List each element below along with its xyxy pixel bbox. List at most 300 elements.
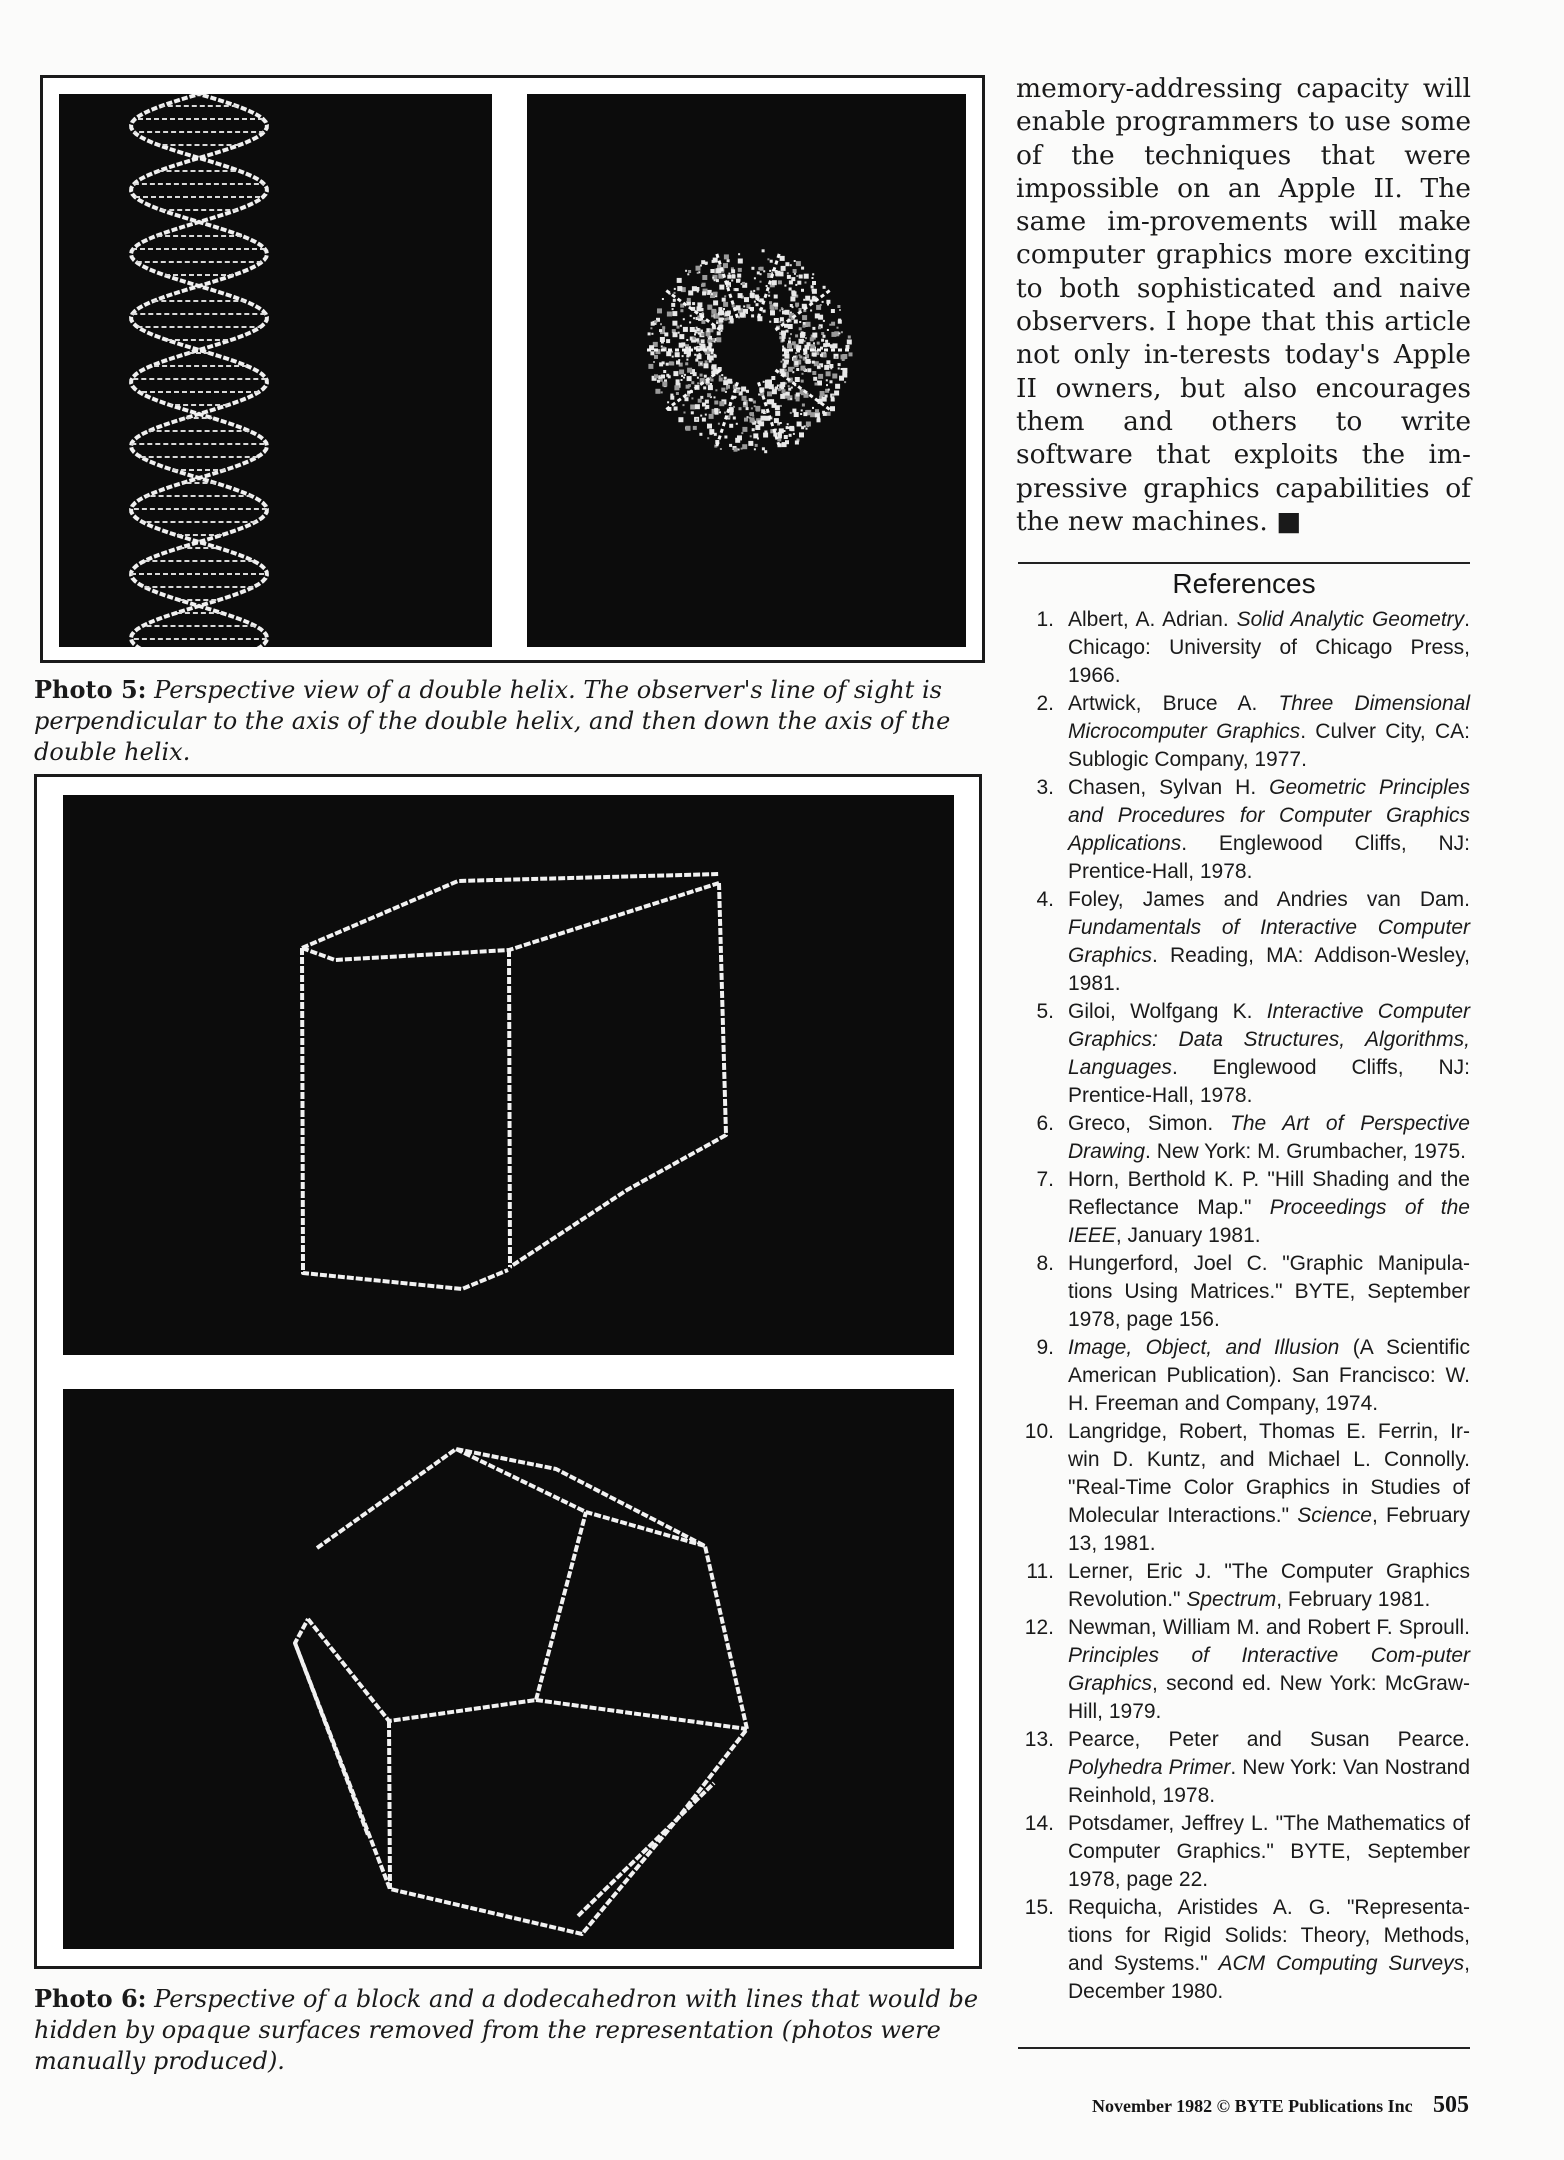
reference-post: . Reading, MA: Addison-Wesley, 1981. <box>1068 944 1470 995</box>
axial-dot <box>782 389 786 393</box>
axial-dot <box>666 339 670 343</box>
axial-dot <box>729 424 733 428</box>
reference-pre: Requicha, Aristides A. G. "Representa-tions for Rigid Solids: Theory, Methods, and Systems." <box>1068 1896 1470 1975</box>
axial-dot <box>790 312 792 314</box>
axial-dot <box>727 275 731 279</box>
axial-dot <box>800 413 802 415</box>
axial-dot <box>704 363 709 368</box>
axial-dot <box>767 258 769 260</box>
axial-dot <box>732 275 736 279</box>
axial-dot <box>741 312 745 316</box>
reference-pre: Lerner, Eric J. "The Computer Graphics Revolution." <box>1068 1560 1470 1611</box>
axial-dot <box>677 286 682 291</box>
axial-dot <box>724 254 729 259</box>
helix-strand <box>131 94 267 647</box>
axial-dot <box>690 405 695 410</box>
axial-dot <box>690 327 695 332</box>
axial-dot <box>696 418 698 420</box>
axial-dot <box>824 365 829 370</box>
axial-dot <box>680 309 683 312</box>
axial-dot <box>661 391 663 393</box>
wireframe-dodecahedron-image <box>63 1389 954 1949</box>
axial-dot <box>848 336 851 339</box>
axial-dot <box>715 389 717 391</box>
reference-num: 1. <box>1036 608 1054 631</box>
axial-dot <box>799 339 804 344</box>
axial-dot <box>822 301 824 303</box>
axial-dot <box>753 433 758 438</box>
axial-dot <box>711 351 714 354</box>
axial-dot <box>812 289 817 294</box>
axial-dot <box>826 360 830 364</box>
axial-dot <box>789 280 793 284</box>
axial-dot <box>786 392 790 396</box>
axial-dot <box>718 311 722 315</box>
photo6-caption-text: Perspective of a block and a dodecahedron with lines that would be hidden by opaque surfaces removed from the representation (photos were manually produced). <box>34 1985 979 2075</box>
axial-dot <box>705 407 707 409</box>
axial-dot <box>799 275 803 279</box>
axial-dot <box>713 258 718 263</box>
reference-pre: Langridge, Robert, Thomas E. Ferrin, Ir-win D. Kuntz, and Michael L. Connolly. "Real-Time Color Graphics in Studies of Molecular Interactions." <box>1068 1420 1470 1527</box>
axial-dot <box>663 370 666 373</box>
axial-dot <box>846 345 850 349</box>
axial-dot <box>769 301 772 304</box>
axial-dot <box>830 380 833 383</box>
axial-dot <box>709 360 712 363</box>
axial-dot <box>775 271 780 276</box>
axial-dot <box>718 307 722 311</box>
axial-dot <box>738 293 743 298</box>
axial-dot <box>810 337 814 341</box>
axial-dot <box>799 356 802 359</box>
axial-dot <box>724 295 726 297</box>
axial-dot <box>797 281 801 285</box>
axial-dot <box>687 302 691 306</box>
reference-post: , February 1981. <box>1276 1588 1431 1611</box>
axial-dot <box>742 444 747 449</box>
axial-dot <box>710 377 712 379</box>
axial-dot <box>682 355 684 357</box>
axial-dot <box>818 315 823 320</box>
axial-dot <box>701 320 705 324</box>
reference-num: 10. <box>1024 1420 1054 1443</box>
reference-item <box>1018 1810 1470 1894</box>
axial-dot <box>786 360 789 363</box>
axial-dot <box>707 305 712 310</box>
axial-dot <box>816 305 821 310</box>
axial-dot <box>715 411 719 415</box>
axial-dot <box>823 320 825 322</box>
reference-num: 6. <box>1036 1112 1054 1135</box>
axial-dot <box>793 433 795 435</box>
axial-dot <box>793 269 797 273</box>
axial-dot <box>742 282 745 285</box>
axial-dot <box>831 322 835 326</box>
axial-dot <box>801 409 803 411</box>
axial-dot <box>733 406 735 408</box>
axial-dot <box>654 320 657 323</box>
axial-dot <box>822 411 825 414</box>
axial-dot <box>690 315 692 317</box>
axial-dot <box>683 327 688 332</box>
axial-dot <box>697 377 699 379</box>
axial-dot <box>794 260 796 262</box>
reference-num: 8. <box>1036 1252 1054 1275</box>
axial-dot <box>686 339 688 341</box>
axial-dot <box>674 385 679 390</box>
double-helix-side-image <box>59 94 492 647</box>
axial-dot <box>788 388 791 391</box>
axial-dot <box>792 291 797 296</box>
axial-dot <box>826 300 830 304</box>
axial-dot <box>766 380 771 385</box>
axial-dot <box>780 405 782 407</box>
axial-dot <box>679 370 684 375</box>
axial-dot <box>711 309 716 314</box>
axial-dot <box>804 425 806 427</box>
reference-num: 11. <box>1026 1560 1054 1583</box>
axial-dot <box>724 318 727 321</box>
axial-dot <box>735 288 738 291</box>
axial-dot <box>821 332 824 335</box>
axial-dot <box>696 339 699 342</box>
axial-dot <box>674 288 676 290</box>
axial-dot <box>760 273 762 275</box>
axial-dot <box>730 318 734 322</box>
axial-dot <box>721 374 723 376</box>
axial-dot <box>707 424 712 429</box>
axial-dot <box>719 319 721 321</box>
axial-dot <box>821 339 824 342</box>
axial-dot <box>697 354 702 359</box>
axial-dot <box>707 437 709 439</box>
axial-dot <box>714 396 716 398</box>
axial-dot <box>799 432 804 437</box>
axial-dot <box>826 384 828 386</box>
axial-dot <box>687 368 692 373</box>
axial-dot <box>676 392 679 395</box>
axial-dot <box>678 332 680 334</box>
reference-title: Solid Analytic Geometry <box>1236 608 1465 631</box>
axial-dot <box>654 374 658 378</box>
axial-dot <box>817 366 820 369</box>
reference-pre: Hungerford, Joel C. "Graphic Manipula-tions Using Matrices." BYTE, September 1978, page 156. <box>1068 1252 1470 1331</box>
axial-dot <box>716 337 721 342</box>
axial-dot <box>823 335 826 338</box>
axial-dot <box>672 308 674 310</box>
axial-dot <box>723 302 728 307</box>
axial-dot <box>668 351 671 354</box>
axial-dot <box>763 310 766 313</box>
axial-dot <box>705 360 708 363</box>
reference-num: 9. <box>1036 1336 1054 1359</box>
axial-dot <box>675 352 680 357</box>
reference-num: 7. <box>1036 1168 1054 1191</box>
axial-dot <box>786 426 789 429</box>
axial-dot <box>763 433 768 438</box>
axial-dot <box>724 377 727 380</box>
axial-dot <box>698 399 702 403</box>
axial-dot <box>725 266 727 268</box>
axial-dot <box>650 351 654 355</box>
axial-dot <box>674 292 676 294</box>
axial-dot <box>713 300 718 305</box>
axial-dot <box>676 361 680 365</box>
axial-dot <box>769 321 771 323</box>
axial-dot <box>768 295 770 297</box>
axial-dot <box>673 332 678 337</box>
axial-dot <box>704 375 707 378</box>
axial-dot <box>794 273 796 275</box>
axial-dot <box>760 281 762 283</box>
reference-post: . Englewood Cliffs, NJ: Prentice-Hall, 1978. <box>1068 1056 1470 1107</box>
axial-dot <box>722 318 724 320</box>
axial-dot <box>750 307 754 311</box>
axial-dot <box>687 376 692 381</box>
axial-dot <box>654 355 658 359</box>
axial-dot <box>751 314 754 317</box>
axial-dot <box>673 299 676 302</box>
axial-dot <box>719 285 724 290</box>
axial-dot <box>754 277 756 279</box>
axial-dot <box>837 327 839 329</box>
axial-dot <box>734 448 738 452</box>
axial-dot <box>709 414 714 419</box>
axial-dot <box>838 363 841 366</box>
axial-dot <box>774 418 779 423</box>
axial-dot <box>737 274 741 278</box>
axial-dot <box>801 267 804 270</box>
axial-dot <box>702 312 704 314</box>
axial-dot <box>714 341 716 343</box>
axial-dot <box>659 329 662 332</box>
reference-title: Polyhedra Primer <box>1068 1756 1231 1779</box>
axial-dot <box>782 442 787 447</box>
axial-dot <box>797 422 802 427</box>
axial-dot <box>733 417 736 420</box>
axial-dot <box>719 378 723 382</box>
axial-dot <box>796 261 801 266</box>
axial-dot <box>669 362 672 365</box>
axial-dot <box>780 256 785 261</box>
axial-dot <box>785 369 787 371</box>
axial-dot <box>838 332 840 334</box>
axial-dot <box>812 361 815 364</box>
axial-dot <box>809 361 811 363</box>
axial-dot <box>736 279 740 283</box>
photo5-caption-text: Perspective view of a double helix. The observer's line of sight is perpendicular to the axis of the double helix, and then down the axis of the double helix. <box>34 676 951 766</box>
axial-dot <box>695 404 700 409</box>
axial-dot <box>769 384 774 389</box>
axial-dot <box>679 334 684 339</box>
axial-dot <box>778 434 782 438</box>
axial-dot <box>683 404 685 406</box>
axial-dot <box>755 444 758 447</box>
axial-dot <box>789 288 792 291</box>
axial-dot <box>724 436 727 439</box>
axial-dot <box>789 434 792 437</box>
axial-dot <box>712 277 714 279</box>
axial-dot <box>808 413 810 415</box>
axial-dot <box>738 253 740 255</box>
axial-dot <box>790 296 795 301</box>
axial-dot <box>847 340 852 345</box>
reference-item <box>1018 774 1470 886</box>
axial-dot <box>818 381 821 384</box>
axial-dot <box>751 407 753 409</box>
axial-dot <box>674 407 678 411</box>
axial-dot <box>724 412 726 414</box>
reference-title: ACM Computing Surveys <box>1218 1952 1465 1975</box>
axial-dot <box>676 379 680 383</box>
axial-dot <box>785 396 788 399</box>
reference-num: 3. <box>1036 776 1054 799</box>
axial-dot <box>667 401 669 403</box>
axial-dot <box>672 321 677 326</box>
axial-dot <box>788 324 793 329</box>
reference-pre: Pearce, Peter and Susan Pearce. <box>1068 1728 1470 1751</box>
axial-dot <box>720 448 722 450</box>
axial-dot <box>651 333 653 335</box>
axial-dot <box>686 426 691 431</box>
axial-dot <box>716 322 718 324</box>
axial-dot <box>685 397 689 401</box>
axial-dot <box>781 266 786 271</box>
axial-dot <box>727 259 730 262</box>
axial-dot <box>812 327 815 330</box>
axial-dot <box>719 401 724 406</box>
axial-dot <box>827 412 831 416</box>
axial-dot <box>766 285 768 287</box>
photo5-helix-side <box>59 94 492 647</box>
axial-dot <box>703 386 706 389</box>
photo5-label: Photo 5: <box>34 675 147 704</box>
axial-dot <box>775 411 780 416</box>
axial-dot <box>801 380 804 383</box>
reference-num: 4. <box>1036 888 1054 911</box>
axial-dot <box>799 321 801 323</box>
axial-dot <box>693 317 695 319</box>
reference-item <box>1018 1726 1470 1810</box>
reference-item <box>1018 1250 1470 1334</box>
axial-dot <box>746 390 749 393</box>
axial-dot <box>716 279 719 282</box>
article-paragraph-text: memory-addressing capacity will enable programmers to use some of the techniques that were impossible on an Apple II. The same im-provements will make computer graphics more exciting to both sophisticated and naive observers. I hope that this article not only in-terests today's Apple II owners, but also encourages them and others to write software that exploits the im-pressive graphics capabilities of the new machines. <box>1016 73 1471 537</box>
axial-dot <box>762 447 765 450</box>
axial-dot <box>732 304 735 307</box>
axial-dot <box>764 450 767 453</box>
axial-dot <box>784 354 789 359</box>
axial-dot <box>778 388 781 391</box>
axial-dot <box>721 330 723 332</box>
axial-dot <box>841 331 843 333</box>
axial-dot <box>705 414 707 416</box>
axial-dot <box>792 306 794 308</box>
axial-dot <box>787 272 789 274</box>
axial-dot <box>801 289 804 292</box>
axial-dot <box>775 307 778 310</box>
axial-dot <box>817 342 820 345</box>
axial-dot <box>664 332 668 336</box>
axial-dot <box>813 342 815 344</box>
axial-dot <box>718 423 720 425</box>
axial-dot <box>657 308 662 313</box>
axial-dot <box>805 337 807 339</box>
axial-dot <box>723 380 728 385</box>
axial-dot <box>795 352 797 354</box>
axial-dot <box>780 394 785 399</box>
axial-dot <box>771 376 775 380</box>
reference-title: Fundamentals of Interactive Computer Graphics <box>1068 916 1470 967</box>
axial-dot <box>660 379 663 382</box>
axial-dot <box>750 291 752 293</box>
reference-num: 5. <box>1036 1000 1054 1023</box>
reference-item <box>1018 886 1470 998</box>
axial-dot <box>660 323 662 325</box>
axial-dot <box>759 421 764 426</box>
axial-dot <box>707 336 709 338</box>
axial-dot <box>794 320 798 324</box>
axial-dot <box>838 368 840 370</box>
axial-dot <box>781 307 783 309</box>
axial-dot <box>771 306 775 310</box>
axial-dot <box>757 271 760 274</box>
axial-dot <box>782 346 784 348</box>
axial-dot <box>806 322 811 327</box>
reference-item <box>1018 998 1470 1110</box>
reference-pre: Artwick, Bruce A. <box>1068 692 1279 715</box>
reference-post: , December 1980. <box>1068 1952 1471 2003</box>
axial-dot <box>708 356 711 359</box>
axial-dot <box>750 435 752 437</box>
axial-dot <box>714 401 718 405</box>
axial-dot <box>667 312 672 317</box>
axial-dot <box>701 333 704 336</box>
axial-dot <box>648 332 651 335</box>
reference-pre: Horn, Berthold K. P. "Hill Shading and the Reflectance Map." <box>1068 1168 1470 1219</box>
axial-dot <box>694 334 696 336</box>
axial-dot <box>754 448 756 450</box>
reference-pre: Newman, William M. and Robert F. Sproull. <box>1068 1616 1470 1639</box>
axial-dot <box>812 281 816 285</box>
axial-dot <box>692 302 695 305</box>
reference-pre: Foley, James and Andries van Dam. <box>1068 888 1470 911</box>
reference-post: . Culver City, CA: Sublogic Company, 1977. <box>1068 720 1471 771</box>
axial-dot <box>835 384 840 389</box>
axial-dot <box>728 273 730 275</box>
axial-dot <box>775 405 780 410</box>
axial-dot <box>685 270 687 272</box>
helix-strand <box>131 94 267 647</box>
references-heading: References <box>1172 568 1316 599</box>
axial-dot <box>787 423 789 425</box>
reference-num: 14. <box>1024 1812 1054 1835</box>
axial-dot <box>697 306 702 311</box>
axial-dot <box>696 266 701 271</box>
axial-dot <box>677 278 682 283</box>
axial-dot <box>790 398 792 400</box>
axial-dot <box>823 353 827 357</box>
axial-dot <box>696 288 699 291</box>
axial-dot <box>701 260 705 264</box>
axial-dot <box>829 324 831 326</box>
axial-dot <box>748 441 753 446</box>
axial-dot <box>742 427 747 432</box>
references-top-rule <box>1018 562 1470 564</box>
axial-dot <box>788 427 790 429</box>
axial-dot <box>683 318 685 320</box>
axial-dot <box>815 409 819 413</box>
